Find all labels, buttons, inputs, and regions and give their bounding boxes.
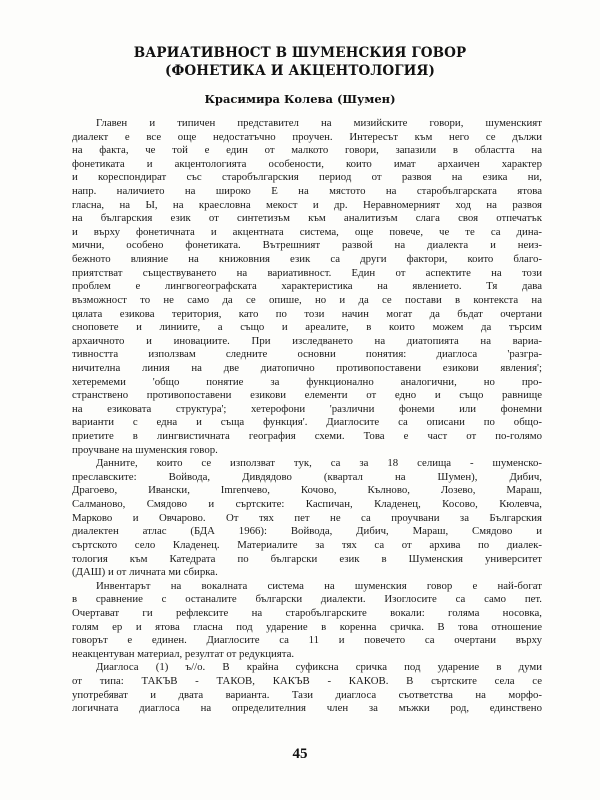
text-line: ничителна линия на две диатопично противопоставени езикови явления';: [72, 361, 542, 374]
text-line: и кореспондират със старобългарския период от развоя на езика ни,: [72, 171, 542, 184]
text-line: проучване на шуменския говор.: [72, 443, 218, 456]
text-line: приятстват съществуването на вариативност. Един от аспектите на този: [72, 266, 542, 279]
text-line: диалект е все още недостатъчно проучен. Интересът към него се дължи: [72, 130, 542, 143]
text-line: фонетиката и акцентологията особености, които имат архаичен характер: [72, 157, 542, 170]
text-line: говорът е единен. Диаглосите са 11 и повечето са очертани върху: [72, 634, 542, 647]
text-line: голям ер и ятова гласна под ударение в коренна сричка. В това отношение: [72, 620, 542, 633]
text-line: Драгоево, Ивански, Imrenчево, Кочово, Кълново, Лозево, Мараш,: [72, 484, 542, 497]
text-line: варианти с една и съща функция'. Диаглосите са описани по общо-: [72, 416, 542, 429]
text-line: диалектен атлас (БДА 1966): Войвода, Дибич, Мараш, Смядово и: [72, 525, 542, 538]
text-line: и върху фонетичната и акцентната система, още повече, че те са дина-: [72, 225, 542, 238]
text-line: неакцентуван материал, резултат от редукцията.: [72, 647, 295, 660]
text-line: Салманово, Смядово и съртските: Каспичан, Кладенец, Косово, Кюлевча,: [72, 498, 542, 511]
text-line: мични, особено фонетиката. Вътрешният развой на диалекта и неиз-: [72, 239, 542, 252]
text-line: тивността използвам следните основни понятия: диаглоса 'разгра-: [72, 348, 542, 361]
author-line: Красимира Колева (Шумен): [204, 92, 396, 106]
text-line: сноповете и линиите, а също и ареалите, в които можем да търсим: [72, 321, 542, 334]
text-line: употребяват и двата варианта. Тази диаглоса съответства на морфо-: [72, 688, 542, 701]
text-line: цялата езикова територия, като по този начин могат да бъдат очертани: [72, 307, 542, 320]
text-line: напр. наличието на широко Е на мястото на старобългарската ятова: [72, 185, 542, 198]
text-line: логичната диаглоса на определителния член за мъжки род, единствено: [72, 702, 542, 715]
page-number: 45: [292, 746, 308, 762]
text-line: на езиковата структура'; хетерофони 'различни фонеми или фонемни: [72, 402, 542, 415]
text-line: в сравнение с останалите български диалекти. Изоглосите са само пет.: [72, 593, 542, 606]
text-line: преславските: Войвода, Дивдядово (квартал на Шумен), Дибич,: [72, 470, 542, 483]
text-line: приетите в лингвистичната география схеми. Това е част от по-голямо: [72, 430, 542, 443]
text-line: Марково и Овчарово. От тях пет не са проучвани за Българския: [72, 511, 542, 524]
text-line: (ДАШ) и от личната ми сбирка.: [72, 566, 218, 579]
paper-title: [60, 44, 540, 80]
text-line: странствено противопоставени езикови елементи от едно и също равнище: [72, 389, 542, 402]
text-line: тология към Катедрата по български език в Шуменския университет: [72, 552, 542, 565]
text-line: хетеремеми 'общо понятие за функционално аналогични, но про-: [72, 375, 542, 388]
text-line: Очертават ги рефлексите на старобългарските вокали: голяма носовка,: [72, 606, 542, 619]
text-line: проблем е лингвогеографската характеристика на явлението. Тя дава: [72, 280, 542, 293]
text-line: на българския език от синтетизъм към аналитизъм слага своя отпечатък: [72, 212, 542, 225]
text-line: съртското село Кладенец. Материалите за тях са от архива по диалек-: [72, 538, 542, 551]
text-line: възможност то не само да се опише, но и да се постави в контекста на: [72, 293, 542, 306]
title-line-1: ВАРИАТИВНОСТ В ШУМЕНСКИЯ ГОВОР: [133, 45, 467, 61]
text-line: на факта, че той е един от малкото говори, запазили в областта на: [72, 144, 542, 157]
body-text: [72, 117, 542, 716]
text-line: бежното влияние на книжовния език са други фактори, които благо-: [72, 253, 542, 266]
text-line: Данните, които се използват тук, са за 18 селища - шуменско-: [96, 457, 542, 470]
text-line: от типа: ТАКЪВ - ТАКОВ, КАКЪВ - КАКОВ. В съртските села се: [72, 674, 542, 687]
text-line: Инвентарът на вокалната система на шуменския говор е най-богат: [96, 579, 542, 592]
text-line: Главен и типичен представител на мизийските говори, шуменският: [96, 117, 542, 129]
text-line: Диаглоса (1) ъ//о. В крайна суфиксна сричка под ударение в думи: [96, 661, 542, 674]
title-line-2: (ФОНЕТИКА И АКЦЕНТОЛОГИЯ): [165, 63, 435, 79]
text-line: архаичното и иновациите. При изследването на диатопията на вариа-: [72, 334, 542, 347]
text-line: гласна, на Ы, на краесловна мекост и др. Неравномерният ход на развоя: [72, 198, 542, 211]
